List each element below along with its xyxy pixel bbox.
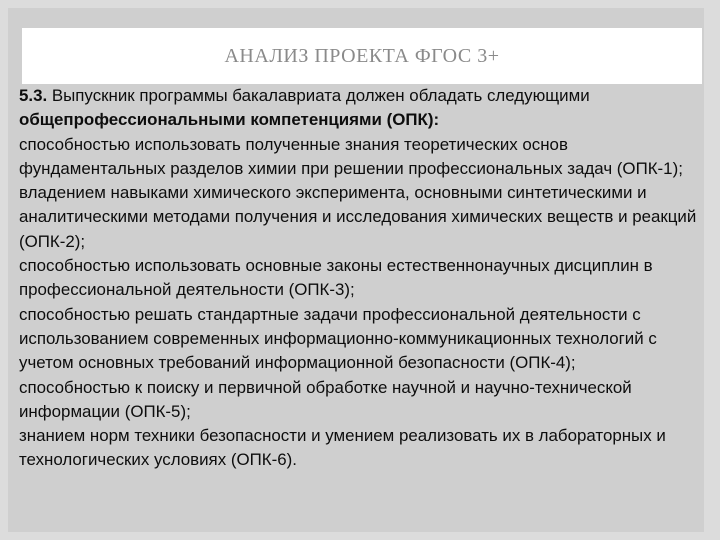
competency-item: способностью использовать основные законы естественнонаучных дисциплин в профессиональной деятельности (ОПК-3);	[19, 256, 653, 300]
competency-item: способностью к поиску и первичной обработке научной и научно-технической информации (ОПК-5);	[19, 377, 632, 421]
competency-item: способностью использовать полученные знания теоретических основ фундаментальных разделов химии при решении профессиональных задач (ОПК-1);	[19, 134, 683, 178]
slide	[8, 8, 704, 532]
competencies-heading: общепрофессиональными компетенциями (ОПК):	[19, 110, 440, 130]
intro-text: Выпускник программы бакалавриата должен обладать следующими	[47, 86, 590, 105]
slide-content	[19, 84, 699, 473]
slide-title: АНАЛИЗ ПРОЕКТА ФГОС 3+	[224, 45, 500, 67]
title-band	[22, 28, 702, 84]
competency-item: знанием норм техники безопасности и умением реализовать их в лабораторных и технологических условиях (ОПК-6).	[19, 426, 666, 470]
competency-item: владением навыками химического эксперимента, основными синтетическими и аналитическими методами получения и исследования химических веществ и реакций (ОПК-2);	[19, 183, 697, 251]
intro-paragraph	[19, 84, 699, 133]
competency-item: способностью решать стандартные задачи профессиональной деятельности с использованием современных информационно-коммуникационных технологий с учетом основных требований информационной безопасности (ОПК-4);	[19, 304, 657, 373]
section-number: 5.3.	[19, 86, 48, 105]
